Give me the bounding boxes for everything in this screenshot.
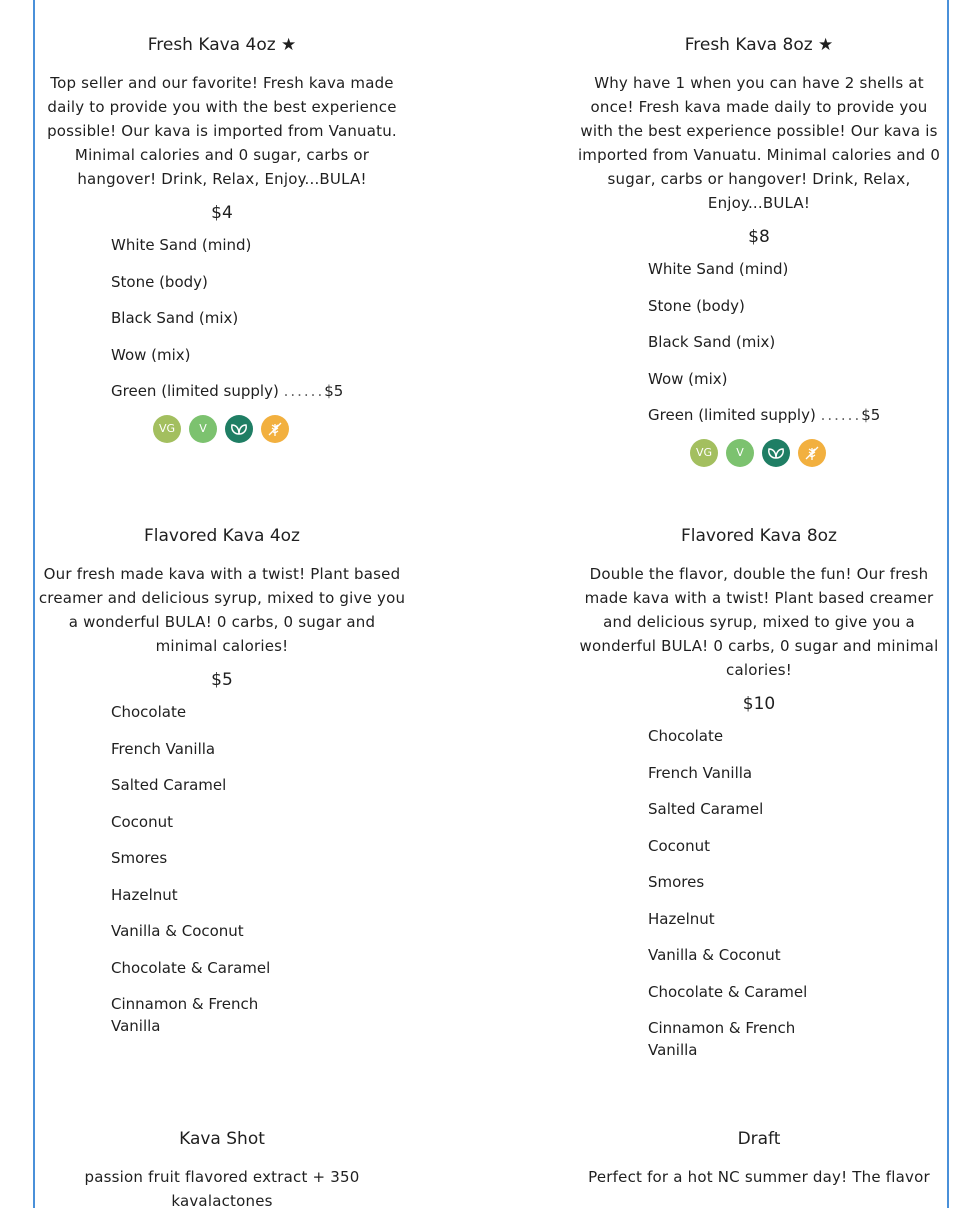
menu-section-draft bbox=[574, 1127, 944, 1199]
option-item: Chocolate bbox=[111, 703, 187, 721]
option-price: $5 bbox=[861, 406, 881, 424]
option-item: Chocolate & Caramel bbox=[648, 982, 808, 1001]
option-item: Chocolate bbox=[648, 727, 724, 745]
option-item: Smores bbox=[648, 873, 705, 891]
item-description: Why have 1 when you can have 2 shells at once! Fresh kava made daily to provide you with the best experience possible! Our kava is imported from Vanuatu. Minimal calories and 0 sugar, carbs or hangover! Drink, Relax, Enjoy...BULA! bbox=[577, 74, 941, 212]
option-item: Vanilla & Coconut bbox=[648, 946, 781, 964]
diet-icons bbox=[574, 439, 944, 467]
item-title: Kava Shot bbox=[179, 1129, 265, 1149]
option-item: Black Sand (mix) bbox=[648, 333, 776, 351]
option-item: Hazelnut bbox=[648, 909, 715, 928]
menu-section-flavored-kava-8oz bbox=[574, 524, 944, 1076]
option-item: Cinnamon & French Vanilla bbox=[111, 995, 259, 1035]
leader-dots: ...... bbox=[820, 406, 862, 424]
option-item: Hazelnut bbox=[111, 885, 178, 904]
item-title: Fresh Kava 8oz ★ bbox=[684, 35, 834, 55]
item-description: Double the flavor, double the fun! Our fresh made kava with a twist! Plant based creamer and delicious syrup, mixed to give you a wonderful BULA! 0 carbs, 0 sugar and minimal calories! bbox=[579, 565, 939, 679]
item-price: $4 bbox=[211, 203, 233, 223]
menu-section-flavored-kava-4oz bbox=[37, 524, 407, 1052]
option-item: Wow (mix) bbox=[648, 369, 728, 388]
vegetarian-icon: V bbox=[189, 415, 217, 443]
item-price: $5 bbox=[211, 670, 233, 690]
options-list bbox=[37, 701, 407, 1037]
vegan-icon: VG bbox=[153, 415, 181, 443]
option-item: White Sand (mind) bbox=[648, 260, 789, 278]
option-item: Stone (body) bbox=[111, 272, 208, 291]
item-title: Flavored Kava 4oz bbox=[144, 526, 300, 546]
item-title: Draft bbox=[737, 1129, 781, 1149]
item-description: passion fruit flavored extract + 350 kavalactones bbox=[84, 1168, 360, 1210]
option-item-green bbox=[111, 380, 407, 402]
option-item: Cinnamon & French Vanilla bbox=[648, 1019, 796, 1059]
option-item: Wow (mix) bbox=[111, 345, 191, 364]
option-item-green bbox=[648, 404, 944, 426]
option-item: Black Sand (mix) bbox=[111, 309, 239, 327]
vegan-icon: VG bbox=[690, 439, 718, 467]
options-list bbox=[37, 234, 407, 402]
item-title: Fresh Kava 4oz ★ bbox=[147, 35, 297, 55]
item-price: $10 bbox=[742, 694, 776, 714]
organic-leaf-icon bbox=[225, 415, 253, 443]
options-list bbox=[574, 258, 944, 426]
option-item: White Sand (mind) bbox=[111, 236, 252, 254]
option-item: French Vanilla bbox=[111, 739, 216, 758]
diet-icons bbox=[37, 415, 407, 443]
option-item: French Vanilla bbox=[648, 763, 753, 782]
leader-dots: ...... bbox=[283, 382, 325, 400]
gluten-free-icon bbox=[798, 439, 826, 467]
option-item: Stone (body) bbox=[648, 296, 745, 315]
menu-section-fresh-kava-4oz bbox=[37, 33, 407, 443]
option-item: Coconut bbox=[648, 836, 710, 855]
option-item: Chocolate & Caramel bbox=[111, 958, 271, 977]
item-title: Flavored Kava 8oz bbox=[681, 526, 837, 546]
vegetarian-icon: V bbox=[726, 439, 754, 467]
gluten-free-icon bbox=[261, 415, 289, 443]
option-label: Green (limited supply) bbox=[648, 406, 816, 424]
options-list bbox=[574, 725, 944, 1061]
option-label: Green (limited supply) bbox=[111, 382, 279, 400]
menu-section-kava-shot bbox=[37, 1127, 407, 1223]
item-description: Our fresh made kava with a twist! Plant based creamer and delicious syrup, mixed to give you a wonderful BULA! 0 carbs, 0 sugar and minimal calories! bbox=[38, 565, 406, 655]
item-description: Top seller and our favorite! Fresh kava made daily to provide you with the best experience possible! Our kava is imported from Vanuatu. Minimal calories and 0 sugar, carbs or hangover! Drink, Relax, Enjoy...BULA! bbox=[47, 74, 397, 188]
option-price: $5 bbox=[324, 382, 344, 400]
item-price: $8 bbox=[748, 227, 770, 247]
option-item: Coconut bbox=[111, 812, 173, 831]
option-item: Salted Caramel bbox=[648, 800, 764, 818]
menu-section-fresh-kava-8oz bbox=[574, 33, 944, 467]
option-item: Vanilla & Coconut bbox=[111, 922, 244, 940]
option-item: Smores bbox=[111, 849, 168, 867]
item-description: Perfect for a hot NC summer day! The flavor bbox=[588, 1168, 930, 1186]
option-item: Salted Caramel bbox=[111, 776, 227, 794]
organic-leaf-icon bbox=[762, 439, 790, 467]
